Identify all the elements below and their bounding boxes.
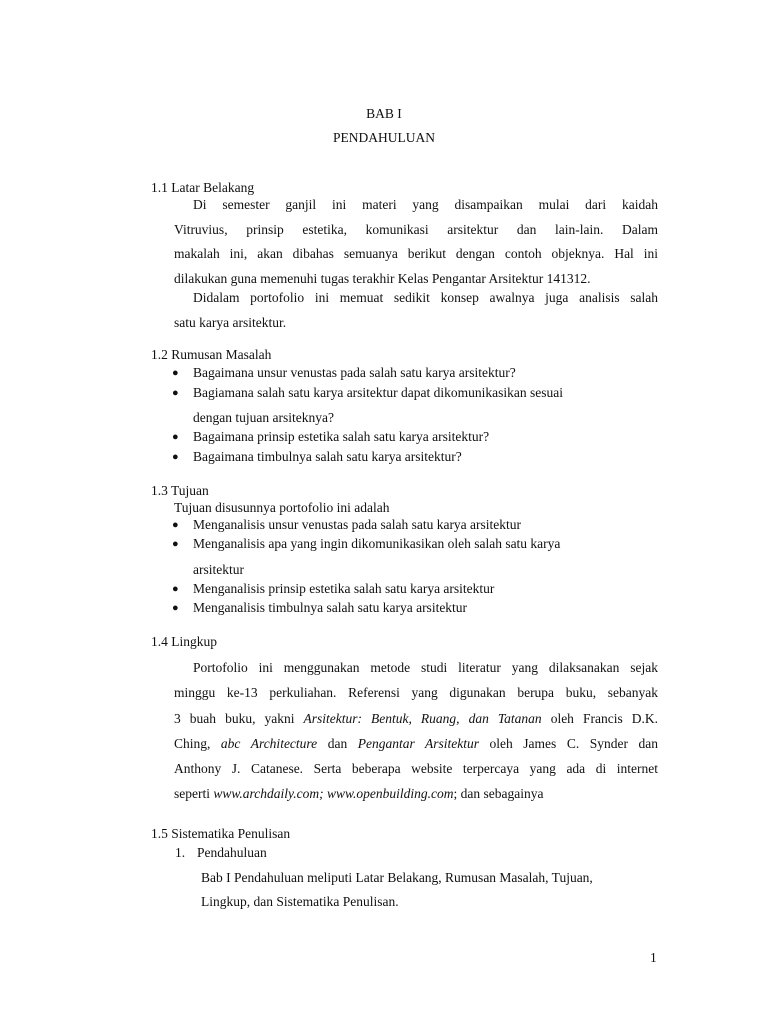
- list-item: Bagiamana salah satu karya arsitektur dapat dikomunikasikan sesuai: [193, 385, 564, 400]
- list-item: Menganalisis prinsip estetika salah satu karya arsitektur: [193, 581, 495, 596]
- list-item: Menganalisis timbulnya salah satu karya arsitektur: [193, 600, 468, 615]
- bullet-icon: ●: [172, 602, 179, 614]
- chapter-label: BAB I: [366, 106, 402, 121]
- paragraph-line: Ching, abc Architecture dan Pengantar Arsitektur oleh James C. Synder dan: [174, 736, 658, 751]
- paragraph-line: satu karya arsitektur.: [174, 315, 287, 330]
- tujuan-intro: Tujuan disusunnya portofolio ini adalah: [174, 500, 390, 515]
- website-references: www.archdaily.com; www.openbuilding.com: [213, 786, 454, 801]
- section-heading-latar-belakang: 1.1 Latar Belakang: [151, 180, 255, 195]
- list-item-continuation: arsitektur: [193, 562, 244, 577]
- bullet-icon: ●: [172, 519, 179, 531]
- paragraph-line: Lingkup, dan Sistematika Penulisan.: [201, 894, 399, 909]
- numbered-item-number: 1.: [175, 845, 186, 860]
- section-heading-tujuan: 1.3 Tujuan: [151, 483, 209, 498]
- numbered-item-label: Pendahuluan: [197, 845, 267, 860]
- list-item: Bagaimana timbulnya salah satu karya arsitektur?: [193, 449, 462, 464]
- list-item-continuation: dengan tujuan arsiteknya?: [193, 410, 334, 425]
- bullet-icon: ●: [172, 387, 179, 399]
- bullet-icon: ●: [172, 583, 179, 595]
- paragraph-line: Portofolio ini menggunakan metode studi literatur yang dilaksanakan sejak: [193, 660, 658, 675]
- paragraph-line: makalah ini, akan dibahas semuanya berikut dengan contoh objeknya. Hal ini: [174, 246, 658, 261]
- section-heading-rumusan-masalah: 1.2 Rumusan Masalah: [151, 347, 272, 362]
- bullet-icon: ●: [172, 431, 179, 443]
- bullet-icon: ●: [172, 367, 179, 379]
- section-heading-lingkup: 1.4 Lingkup: [151, 634, 217, 649]
- paragraph-line: Bab I Pendahuluan meliputi Latar Belakang, Rumusan Masalah, Tujuan,: [201, 870, 593, 885]
- book-title: Pengantar Arsitektur: [357, 736, 479, 751]
- list-item: Menganalisis apa yang ingin dikomunikasikan oleh salah satu karya: [193, 536, 561, 551]
- list-item: Menganalisis unsur venustas pada salah satu karya arsitektur: [193, 517, 522, 532]
- list-item: Bagaimana unsur venustas pada salah satu karya arsitektur?: [193, 365, 516, 380]
- bullet-icon: ●: [172, 538, 179, 550]
- book-title: abc Architecture: [220, 736, 318, 751]
- paragraph-line: minggu ke-13 perkuliahan. Referensi yang digunakan berupa buku, sebanyak: [174, 685, 658, 700]
- paragraph-line: 3 buah buku, yakni Arsitektur: Bentuk, Ruang, dan Tatanan oleh Francis D.K.: [174, 711, 658, 726]
- book-title: Arsitektur: Bentuk, Ruang, dan Tatanan: [303, 711, 542, 726]
- paragraph-line: Anthony J. Catanese. Serta beberapa website terpercaya yang ada di internet: [174, 761, 658, 776]
- paragraph-line: Didalam portofolio ini memuat sedikit konsep awalnya juga analisis salah: [193, 290, 658, 305]
- paragraph-line: dilakukan guna memenuhi tugas terakhir Kelas Pengantar Arsitektur 141312.: [174, 271, 591, 286]
- list-item: Bagaimana prinsip estetika salah satu karya arsitektur?: [193, 429, 490, 444]
- chapter-title: PENDAHULUAN: [333, 130, 435, 145]
- paragraph-line: Di semester ganjil ini materi yang disampaikan mulai dari kaidah: [193, 197, 658, 212]
- page-number: 1: [650, 950, 657, 965]
- paragraph-line: seperti www.archdaily.com; www.openbuilding.com; dan sebagainya: [174, 786, 544, 801]
- bullet-icon: ●: [172, 451, 179, 463]
- paragraph-line: Vitruvius, prinsip estetika, komunikasi arsitektur dan lain-lain. Dalam: [174, 222, 658, 237]
- section-heading-sistematika: 1.5 Sistematika Penulisan: [151, 826, 291, 841]
